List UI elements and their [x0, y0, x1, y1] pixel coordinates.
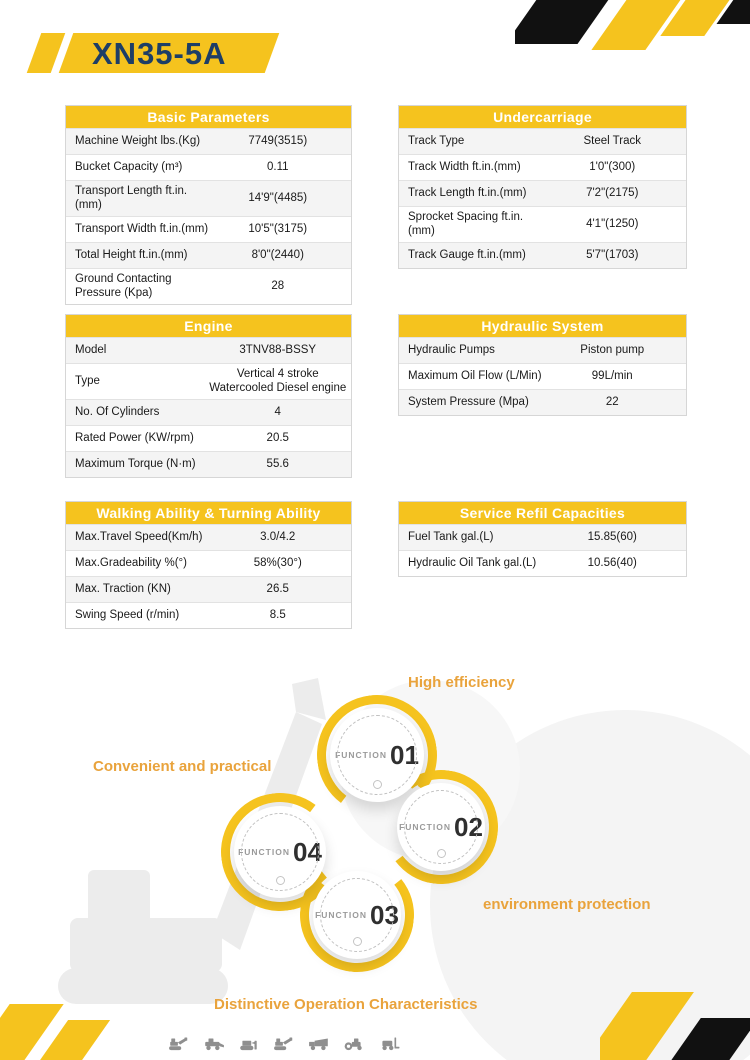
spec-label: Ground Contacting Pressure (Kpa) [75, 272, 172, 300]
spec-label: System Pressure (Mpa) [408, 396, 529, 409]
dozer-icon [238, 1036, 260, 1051]
basic-parameters-table [65, 105, 352, 305]
spec-value: 1'0"(300) [589, 161, 636, 174]
spec-label: Track Gauge ft.in.(mm) [408, 249, 526, 262]
table-row [399, 242, 686, 268]
spec-value: 20.5 [266, 432, 289, 445]
spec-label: Track Type [408, 135, 465, 148]
spec-label: Transport Width ft.in.(mm) [75, 223, 209, 236]
function-04-circle [234, 806, 326, 898]
caption-distinctive: Distinctive Operation Characteristics [214, 996, 478, 1013]
table-row [66, 337, 351, 363]
spec-label: Sprocket Spacing ft.in.(mm) [408, 211, 524, 238]
function-label: FUNCTION [399, 822, 451, 832]
spec-label: Maximum Torque (N·m) [75, 458, 196, 471]
table-header: Engine [66, 315, 351, 337]
table-header: Walking Ability & Turning Ability [66, 502, 351, 524]
spec-label: Max. Traction (KN) [75, 583, 171, 596]
function-01-circle [330, 708, 424, 802]
table-row [399, 363, 686, 389]
truck-icon [308, 1036, 330, 1051]
spec-value: 14'9"(4485) [248, 192, 308, 205]
loader-icon [203, 1036, 225, 1051]
spec-label: Hydraulic Oil Tank gal.(L) [408, 557, 537, 570]
spec-value: 3.0/4.2 [260, 531, 296, 544]
table-row [66, 399, 351, 425]
table-row [399, 154, 686, 180]
table-row [66, 128, 351, 154]
table-row [66, 602, 351, 628]
spec-value: 22 [605, 396, 619, 409]
table-rows [66, 524, 351, 628]
roller-icon [343, 1036, 365, 1051]
table-row [399, 337, 686, 363]
engine-table [65, 314, 352, 478]
table-rows [66, 337, 351, 477]
table-row [66, 154, 351, 180]
table-row [66, 524, 351, 550]
spec-value: 5'7"(1703) [586, 249, 639, 262]
page-title: XN35-5A [92, 36, 227, 71]
table-rows [399, 524, 686, 576]
spec-label: Fuel Tank gal.(L) [408, 531, 494, 544]
table-row [399, 389, 686, 415]
table-rows [66, 128, 351, 304]
spec-label: Transport Length ft.in.(mm) [75, 185, 188, 212]
spec-label: Bucket Capacity (m³) [75, 161, 183, 174]
function-number: 01 [390, 740, 419, 770]
spec-value: Steel Track [583, 135, 642, 148]
caption-environment: environment protection [483, 896, 651, 913]
spec-label: Maximum Oil Flow (L/Min) [408, 370, 542, 383]
table-header: Hydraulic System [399, 315, 686, 337]
spec-label: Swing Speed (r/min) [75, 609, 180, 622]
function-03-circle [313, 871, 401, 959]
spec-value: 15.85(60) [587, 531, 637, 544]
table-rows [399, 337, 686, 415]
caption-high-efficiency: High efficiency [408, 674, 515, 691]
spec-value: 0.11 [266, 161, 289, 174]
table-header: Service Refil Capacities [399, 502, 686, 524]
spec-value: 55.6 [266, 458, 289, 471]
spec-value: 4 [274, 406, 281, 419]
table-row [66, 451, 351, 477]
table-row [66, 216, 351, 242]
function-label: FUNCTION [335, 750, 387, 760]
hydraulic-system-table [398, 314, 687, 416]
spec-label: Max.Gradeability %(°) [75, 557, 187, 570]
undercarriage-table [398, 105, 687, 269]
spec-value: 8.5 [269, 609, 286, 622]
excavator-icon [273, 1036, 295, 1051]
equipment-icon-row [168, 1036, 400, 1051]
spec-label: Type [75, 375, 100, 388]
spec-label: Total Height ft.in.(mm) [75, 249, 188, 262]
function-02-circle [397, 783, 485, 871]
function-number: 02 [454, 812, 483, 842]
spec-value: 7749(3515) [248, 135, 308, 148]
table-row [66, 550, 351, 576]
spec-label: Track Width ft.in.(mm) [408, 161, 521, 174]
function-number: 03 [370, 900, 399, 930]
caption-convenient: Convenient and practical [93, 758, 272, 775]
excavator-icon [168, 1036, 190, 1051]
spec-value: 28 [271, 279, 285, 292]
table-rows [399, 128, 686, 268]
spec-label: Machine Weight lbs.(Kg) [75, 135, 201, 148]
table-row [66, 576, 351, 602]
table-row [66, 180, 351, 216]
spec-value: 10'5"(3175) [248, 223, 308, 236]
function-label: FUNCTION [238, 847, 290, 857]
spec-value: Piston pump [580, 344, 645, 357]
spec-value: 26.5 [266, 583, 289, 596]
spec-value: 58%(30°) [253, 557, 302, 570]
spec-value: 10.56(40) [587, 557, 637, 570]
table-row [399, 206, 686, 242]
table-row [66, 242, 351, 268]
table-header: Undercarriage [399, 106, 686, 128]
table-row [399, 550, 686, 576]
spec-label: Track Length ft.in.(mm) [408, 187, 527, 200]
forklift-icon [378, 1036, 400, 1051]
spec-value: 7'2"(2175) [586, 187, 639, 200]
function-number: 04 [293, 837, 322, 867]
spec-label: Hydraulic Pumps [408, 344, 495, 357]
spec-value: Vertical 4 stroke Watercooled Diesel engine [209, 368, 347, 395]
service-capacities-table [398, 501, 687, 577]
table-row [399, 524, 686, 550]
top-right-stripes [515, 0, 750, 60]
spec-label: No. Of Cylinders [75, 406, 160, 419]
title-accent-shape [27, 33, 66, 73]
spec-label: Model [75, 344, 107, 357]
table-row [66, 268, 351, 304]
table-row [66, 425, 351, 451]
spec-value: 8'0"(2440) [251, 249, 304, 262]
spec-value: 99L/min [591, 370, 633, 383]
table-row [399, 128, 686, 154]
table-row [66, 363, 351, 399]
spec-value: 3TNV88-BSSY [239, 344, 317, 357]
spec-value: 4'1"(1250) [586, 218, 639, 231]
function-label: FUNCTION [315, 910, 367, 920]
spec-label: Rated Power (KW/rpm) [75, 432, 194, 445]
table-row [399, 180, 686, 206]
table-header: Basic Parameters [66, 106, 351, 128]
walking-ability-table [65, 501, 352, 629]
spec-label: Max.Travel Speed(Km/h) [75, 531, 203, 544]
